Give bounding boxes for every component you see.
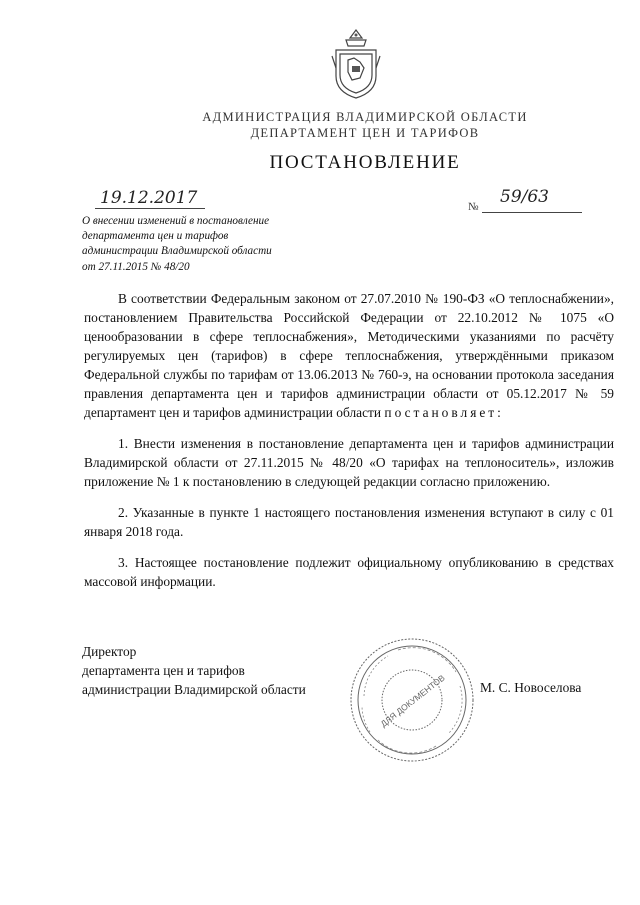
subject-line: администрации Владимирской области bbox=[82, 245, 272, 258]
subject-line: О внесении изменений в постановление bbox=[82, 215, 270, 227]
preamble-text: В соответствии Федеральным законом от 27.07.2010 № 190-ФЗ «О теплоснабжении», постановлением Правительства Российской Федерации от 22.10.2012 № 1075 «О ценообразовании в сфере теплоснабжения», Методическими указаниями по расчёту регулируемых цен (тарифов) в сфере теплоснабжения, утверждёнными приказом Федеральной службы по тарифам от 13.06.2013 № 760-э, на основании протокола заседания правления департамента цен и тарифов администрации области от 05.12.2017 № 59 департамент цен и тарифов администрации области bbox=[84, 291, 614, 420]
item-paragraph: 1. Внести изменения в постановление департамента цен и тарифов администрации Владимирской области от 27.11.2015 № 48/20 «О тарифах на теплоноситель», изложив приложение № 1 к постановлению в следующей редакции согласно приложению. bbox=[84, 436, 614, 489]
document-subject bbox=[82, 214, 312, 275]
position-line: Директор bbox=[82, 644, 137, 659]
document-title: ПОСТАНОВЛЕНИЕ bbox=[269, 152, 461, 173]
item-paragraph: 2. Указанные в пункте 1 настоящего постановления изменения вступают в силу с 01 января 2018 года. bbox=[84, 505, 614, 539]
signatory-position bbox=[82, 642, 306, 699]
coat-of-arms-icon bbox=[330, 28, 382, 100]
document-body bbox=[84, 289, 614, 603]
official-stamp bbox=[348, 636, 476, 764]
document-number: 59/63 bbox=[500, 187, 549, 207]
subject-line: департамента цен и тарифов bbox=[82, 230, 229, 243]
preamble-paragraph bbox=[84, 289, 614, 422]
subject-line: от 27.11.2015 № 48/20 bbox=[82, 260, 190, 273]
number-underline bbox=[482, 212, 582, 213]
department-name: ДЕПАРТАМЕНТ ЦЕН И ТАРИФОВ bbox=[250, 126, 480, 140]
stamp-inner-text: ДЛЯ ДОКУМЕНТОВ bbox=[378, 672, 447, 729]
item-paragraph: 3. Настоящее постановление подлежит официальному опубликованию в средствах массовой информации. bbox=[84, 555, 614, 589]
date-underline bbox=[95, 208, 205, 209]
preamble-action: постановляет: bbox=[384, 405, 504, 420]
document-date: 19.12.2017 bbox=[100, 188, 198, 208]
number-label: № bbox=[468, 201, 479, 213]
position-line: департамента цен и тарифов bbox=[82, 663, 245, 678]
organization-name: АДМИНИСТРАЦИЯ ВЛАДИМИРСКОЙ ОБЛАСТИ bbox=[202, 110, 528, 124]
position-line: администрации Владимирской области bbox=[82, 682, 306, 697]
signatory-name: М. С. Новоселова bbox=[480, 680, 582, 695]
